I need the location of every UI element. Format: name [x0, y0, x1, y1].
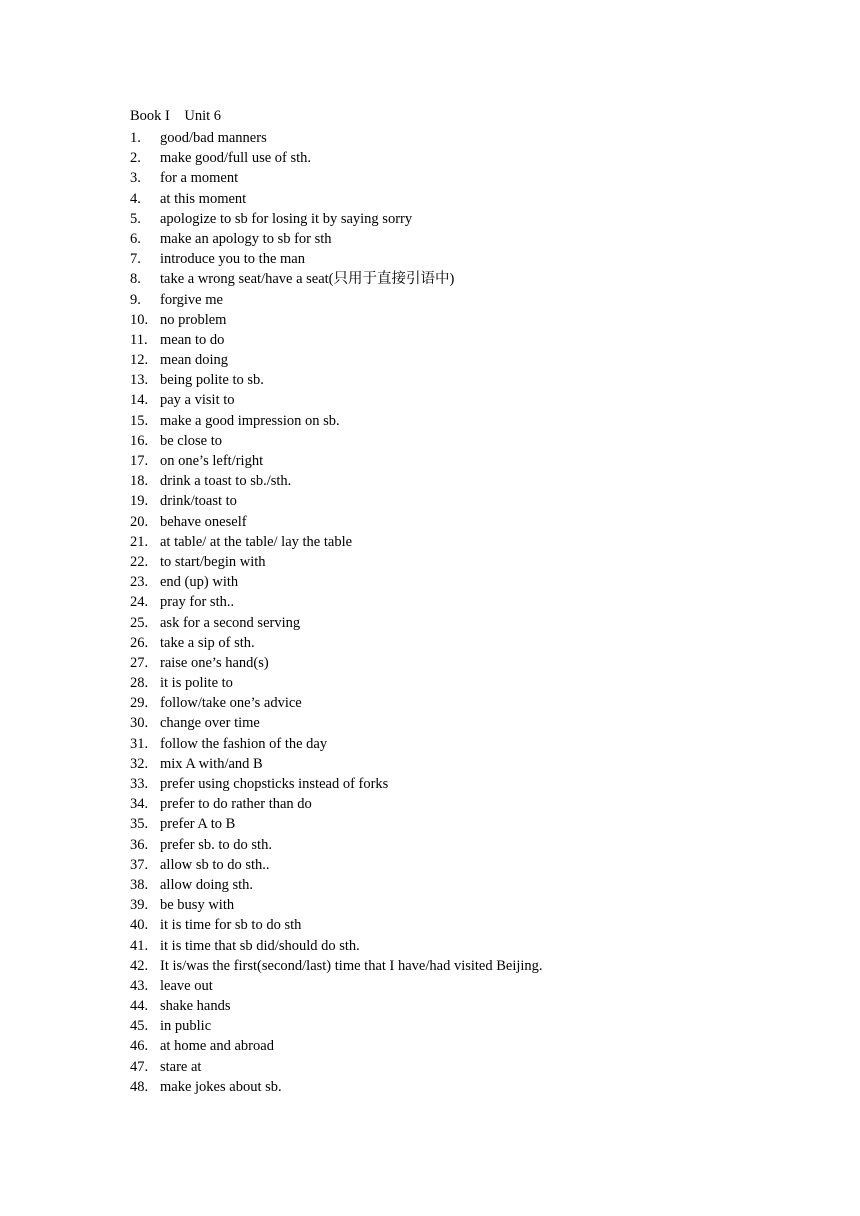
list-item-number: 17. [130, 453, 149, 469]
list-item-text: good/bad manners [160, 130, 267, 146]
list-item-text: take a sip of sth. [160, 634, 255, 651]
list-item-text: follow/take one’s advice [160, 695, 302, 712]
list-item [130, 209, 830, 229]
list-item-number: 5. [130, 210, 141, 227]
list-item-text: stare at [160, 1058, 202, 1075]
list-item [130, 168, 830, 188]
list-item-number: 16. [130, 432, 149, 449]
list-item-number: 4. [130, 190, 141, 207]
list-item-text: leave out [160, 977, 213, 994]
list-item-number: 29. [130, 695, 149, 712]
list-item-number: 28. [130, 675, 149, 692]
list-item [130, 572, 830, 592]
list-item-number: 33. [130, 776, 149, 792]
list-item [130, 713, 830, 733]
list-item [130, 774, 830, 794]
list-item-number: 2. [130, 150, 141, 167]
list-item-number: 13. [130, 372, 149, 389]
list-item-text: at this moment [160, 190, 247, 207]
list-item-number: 12. [130, 352, 149, 369]
list-item-number: 21. [130, 533, 149, 550]
list-item-number: 44. [130, 998, 149, 1015]
list-item [130, 996, 830, 1016]
list-item [130, 936, 830, 956]
list-item-text: it is time for sb to do sth [160, 917, 302, 934]
list-item-text: allow doing sth. [160, 876, 254, 893]
list-item-number: 22. [130, 553, 149, 570]
list-item-number: 25. [130, 614, 149, 631]
list-item-text: no problem [160, 311, 227, 328]
list-item-number: 10. [130, 311, 149, 328]
list-item-text: drink/toast to [160, 493, 237, 510]
list-item [130, 754, 830, 774]
list-item-text: on one’s left/right [160, 453, 264, 469]
list-item-number: 39. [130, 897, 149, 914]
document-page [130, 106, 830, 1097]
list-item-text: end (up) with [160, 574, 239, 591]
list-item [130, 592, 830, 612]
list-item [130, 411, 830, 431]
list-item [130, 1016, 830, 1036]
list-item-number: 18. [130, 473, 149, 490]
list-item-number: 23. [130, 574, 149, 591]
list-item-number: 20. [130, 513, 149, 530]
list-item-text: in public [160, 1018, 212, 1035]
list-item-number: 19. [130, 493, 149, 510]
list-item [130, 1077, 830, 1097]
list-item [130, 330, 830, 350]
list-item-text: prefer A to B [160, 816, 236, 833]
list-item-text: make an apology to sb for sth [160, 230, 332, 247]
list-item-text: take a wrong seat/have a seat(只用于直接引语中) [160, 271, 455, 288]
list-item-number: 46. [130, 1038, 149, 1055]
list-item-text: prefer to do rather than do [160, 796, 312, 813]
list-item-text: raise one’s hand(s) [160, 654, 269, 671]
list-item-number: 36. [130, 836, 149, 853]
phrase-list [130, 128, 830, 1097]
list-item [130, 290, 830, 310]
list-item-number: 41. [130, 937, 149, 954]
list-item-number: 38. [130, 876, 149, 893]
list-item [130, 350, 830, 370]
list-item-number: 30. [130, 715, 149, 732]
list-item-text: drink a toast to sb./sth. [160, 473, 292, 490]
list-item-text: forgive me [160, 291, 223, 308]
list-item-number: 45. [130, 1018, 149, 1035]
list-item-text: mean to do [160, 331, 225, 348]
list-item-text: be close to [160, 432, 223, 449]
list-item-text: at table/ at the table/ lay the table [160, 533, 353, 550]
list-item-number: 9. [130, 291, 141, 308]
list-item-number: 7. [130, 251, 141, 268]
list-item-number: 6. [130, 230, 141, 247]
list-item-number: 37. [130, 856, 149, 873]
list-item-text: be busy with [160, 897, 235, 914]
list-item [130, 633, 830, 653]
list-item [130, 512, 830, 532]
list-item [130, 189, 830, 209]
list-item-text: prefer using chopsticks instead of forks [160, 776, 389, 792]
list-item-text: follow the fashion of the day [160, 735, 328, 752]
list-item [130, 552, 830, 572]
list-item-number: 11. [130, 331, 148, 348]
list-item-number: 31. [130, 735, 149, 752]
list-item-number: 15. [130, 412, 149, 429]
list-item-number: 26. [130, 634, 149, 651]
list-item-text: apologize to sb for losing it by saying sorry [160, 210, 413, 227]
list-item-number: 32. [130, 755, 149, 772]
list-item-number: 14. [130, 392, 149, 409]
list-item-number: 1. [130, 130, 141, 146]
list-item-text: being polite to sb. [160, 372, 264, 389]
list-item [130, 613, 830, 633]
list-item-text: make good/full use of sth. [160, 150, 312, 167]
list-item [130, 431, 830, 451]
list-item-number: 35. [130, 816, 149, 833]
list-item-text: ask for a second serving [160, 614, 301, 631]
list-item-text: for a moment [160, 170, 239, 187]
list-item [130, 814, 830, 834]
list-item-text: behave oneself [160, 513, 247, 530]
list-item-number: 3. [130, 170, 141, 187]
list-item [130, 693, 830, 713]
list-item-number: 24. [130, 594, 149, 611]
list-item [130, 794, 830, 814]
list-item-number: 48. [130, 1078, 149, 1095]
list-item [130, 370, 830, 390]
list-item-text: pray for sth.. [160, 594, 235, 611]
list-item-text: to start/begin with [160, 553, 266, 570]
list-item-text: at home and abroad [160, 1038, 274, 1055]
list-item [130, 855, 830, 875]
list-item [130, 1057, 830, 1077]
list-item [130, 269, 830, 289]
list-item-text: make jokes about sb. [160, 1078, 282, 1095]
list-item [130, 148, 830, 168]
list-item [130, 451, 830, 471]
list-item-number: 47. [130, 1058, 149, 1075]
list-item [130, 532, 830, 552]
list-item-text: It is/was the first(second/last) time that I have/had visited Beijing. [160, 957, 543, 974]
list-item [130, 229, 830, 249]
list-item-number: 42. [130, 957, 149, 974]
list-item [130, 491, 830, 511]
list-item-text: mean doing [160, 352, 229, 369]
document-title: Book I Unit 6 [130, 108, 222, 124]
list-item [130, 1036, 830, 1056]
list-item-text: it is time that sb did/should do sth. [160, 937, 360, 954]
list-item [130, 673, 830, 693]
list-item-text: prefer sb. to do sth. [160, 836, 272, 853]
list-item [130, 895, 830, 915]
list-item-text: mix A with/and B [160, 755, 263, 772]
list-item-number: 43. [130, 977, 149, 994]
list-item [130, 875, 830, 895]
list-item-text: it is polite to [160, 675, 233, 692]
list-item-number: 34. [130, 796, 149, 813]
list-item [130, 390, 830, 410]
list-item [130, 310, 830, 330]
list-item [130, 471, 830, 491]
list-item-text: change over time [160, 715, 260, 732]
list-item-text: introduce you to the man [160, 251, 305, 268]
list-item [130, 128, 830, 148]
list-item-number: 8. [130, 271, 141, 288]
list-item [130, 835, 830, 855]
list-item-number: 27. [130, 654, 149, 671]
list-item-text: shake hands [160, 998, 231, 1015]
list-item [130, 915, 830, 935]
list-item [130, 734, 830, 754]
list-item [130, 653, 830, 673]
list-item-number: 40. [130, 917, 149, 934]
list-item-text: pay a visit to [160, 392, 235, 409]
list-item [130, 956, 830, 976]
list-item-text: allow sb to do sth.. [160, 856, 270, 873]
list-item-text: make a good impression on sb. [160, 412, 340, 429]
list-item [130, 249, 830, 269]
list-item [130, 976, 830, 996]
